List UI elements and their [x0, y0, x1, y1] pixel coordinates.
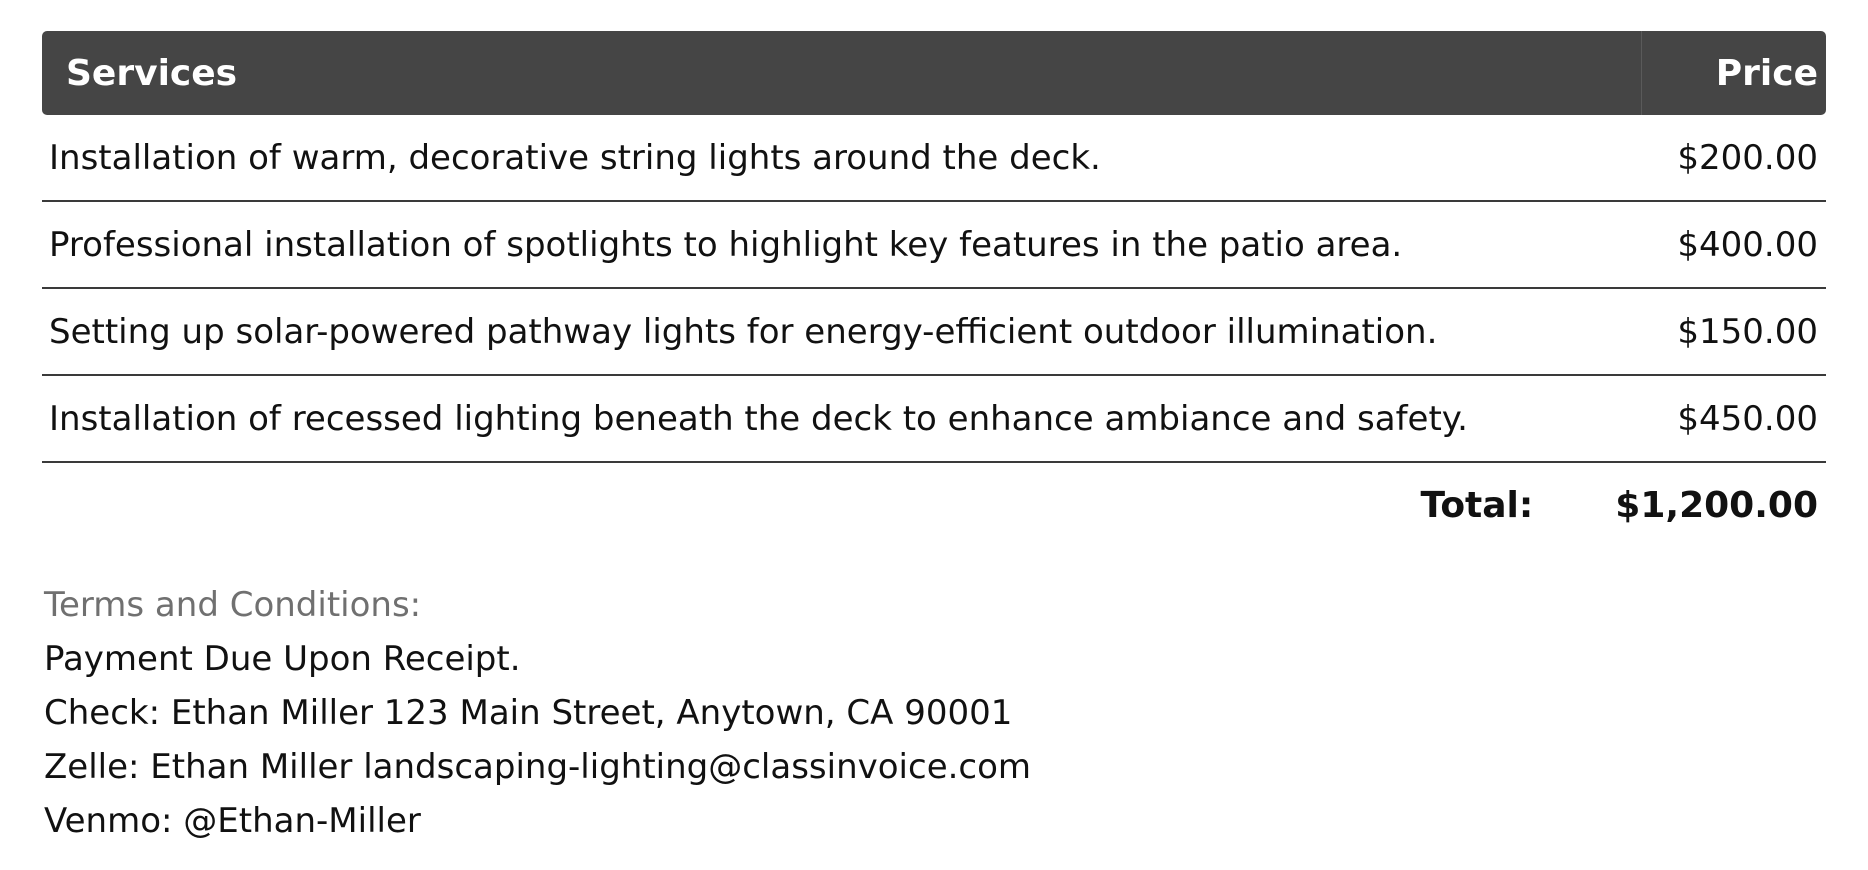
service-price: $450.00 — [1677, 398, 1818, 439]
payment-due-text: Payment Due Upon Receipt. — [44, 639, 521, 679]
table-row — [42, 376, 1826, 463]
service-description: Professional installation of spotlights to highlight key features in the patio area. — [49, 224, 1403, 265]
terms-title: Terms and Conditions: — [44, 585, 422, 625]
service-description: Setting up solar-powered pathway lights for energy-efficient outdoor illumination. — [49, 311, 1438, 352]
table-row — [42, 289, 1826, 376]
service-price: $150.00 — [1677, 311, 1818, 352]
table-header — [42, 31, 1826, 115]
zelle-payment-text: Zelle: Ethan Miller landscaping-lighting@classinvoice.com — [44, 747, 1032, 787]
service-price: $400.00 — [1677, 224, 1818, 265]
total-value: $1,200.00 — [1615, 484, 1818, 526]
venmo-payment-text: Venmo: @Ethan-Miller — [44, 801, 421, 841]
service-description: Installation of warm, decorative string lights around the deck. — [49, 137, 1101, 178]
terms-section — [44, 578, 1031, 848]
service-description: Installation of recessed lighting beneath the deck to enhance ambiance and safety. — [49, 398, 1468, 439]
service-price: $200.00 — [1677, 137, 1818, 178]
services-column-header: Services — [42, 31, 1642, 115]
check-payment-text: Check: Ethan Miller 123 Main Street, Anytown, CA 90001 — [44, 693, 1013, 733]
table-row — [42, 115, 1826, 202]
table-row — [42, 202, 1826, 289]
price-column-header: Price — [1715, 52, 1818, 94]
services-table — [42, 31, 1826, 547]
total-row — [42, 463, 1826, 547]
total-label: Total: — [1420, 484, 1534, 526]
